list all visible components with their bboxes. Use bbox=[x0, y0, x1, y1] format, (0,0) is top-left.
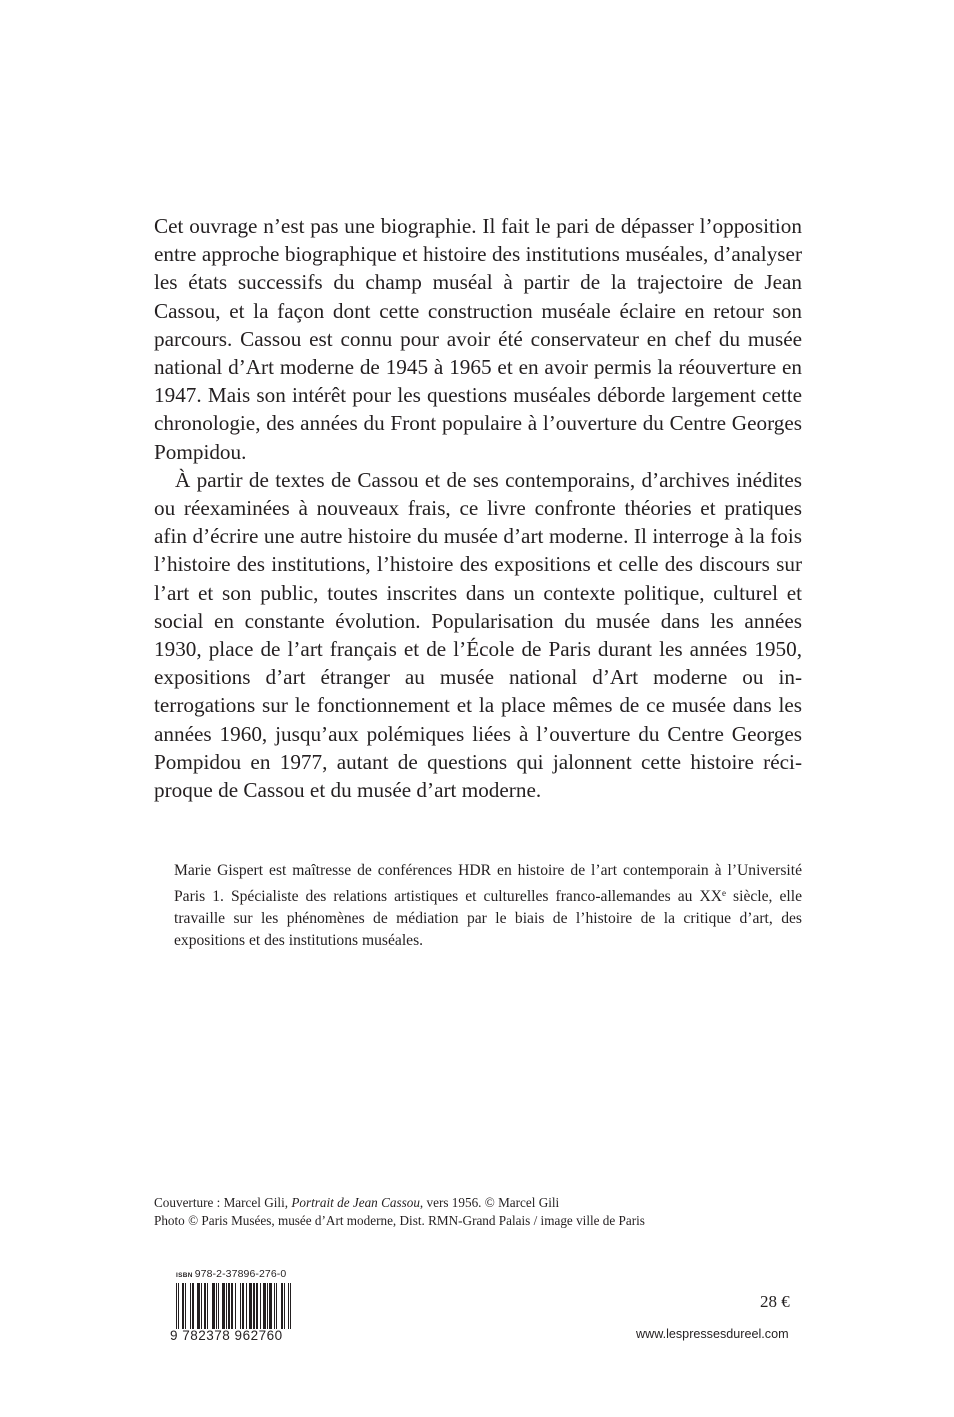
cover-credit-suffix: , vers 1956. © Marcel Gili bbox=[419, 1195, 560, 1210]
cover-credit-prefix: Couverture : Marcel Gili, bbox=[154, 1195, 292, 1210]
publisher-website: www.lespressesdureel.com bbox=[636, 1327, 789, 1341]
century-superscript: e bbox=[722, 888, 727, 898]
cover-artwork-title: Portrait de Jean Cassou bbox=[291, 1195, 420, 1210]
price: 28 € bbox=[760, 1292, 790, 1311]
photo-credit: Photo © Paris Musées, musée d’Art moderne, Dist. RMN-Grand Palais / image ville de Paris bbox=[154, 1213, 645, 1228]
blurb-paragraph-1: Cet ouvrage n’est pas une biographie. Il fait le pari de dépasser l’opposition entre approche biographique et histoire des institutions muséales, d’analyser les états successifs du champ muséal à partir de la trajectoire de Jean Cassou, et la façon dont cette construction muséale éclaire en retour son parcours. Cassou est connu pour avoir été conservateur en chef du musée national d’Art moderne de 1945 à 1965 et en avoir permis la réouverture en 1947. Mais son intérêt pour les questions muséales déborde largement cette chronologie, des années du Front populaire à l’ouverture du Centre Georges Pompidou. bbox=[154, 214, 802, 464]
back-cover-blurb bbox=[154, 212, 802, 804]
barcode-icon bbox=[176, 1283, 292, 1329]
barcode-digits: 9 782378 962760 bbox=[170, 1328, 283, 1343]
cover-credit bbox=[154, 1194, 754, 1212]
author-bio-text: Marie Gispert est maîtresse de conférences HDR en histoire de l’art contemporain à l’Université Paris 1. Spécialiste des relations artistiques et culturelles franco-allemandes au XX bbox=[174, 862, 802, 905]
blurb-paragraph-2: À partir de textes de Cassou et de ses contemporains, d’archives inédites ou réexaminées à nouveaux frais, ce livre confronte théories et pratiques afin d’écrire une autre histoire du musée d’art moderne. Il interroge à la fois l’histoire des institutions, l’histoire des expositions et celle des discours sur l’art et son public, toutes inscrites dans un contexte politique, culturel et social en constante évolution. Popularisation du musée dans les années 1930, place de l’art français et de l’École de Paris durant les années 1950, expositions d’art étranger au musée national d’Art moderne ou interrogations sur le fonctionnement et la place mêmes de ce musée dans les années 1960, jusqu’aux polémiques liées à l’ouverture du Centre Georges Pompidou en 1977, autant de questions qui jalonnent cette histoire réciproque de Cassou et du musée d’art moderne. bbox=[154, 467, 802, 803]
isbn-number: 978-2-37896-276-0 bbox=[194, 1268, 287, 1280]
author-bio-text-end: siècle, elle travaille sur les phénomènes de médiation par le biais de l’histoire de la critique d’art, des expositions et des institutions muséales. bbox=[174, 888, 802, 949]
author-bio bbox=[174, 860, 802, 952]
isbn-prefix: ISBN bbox=[176, 1272, 193, 1279]
isbn-label bbox=[176, 1268, 286, 1280]
image-credits bbox=[154, 1194, 754, 1230]
